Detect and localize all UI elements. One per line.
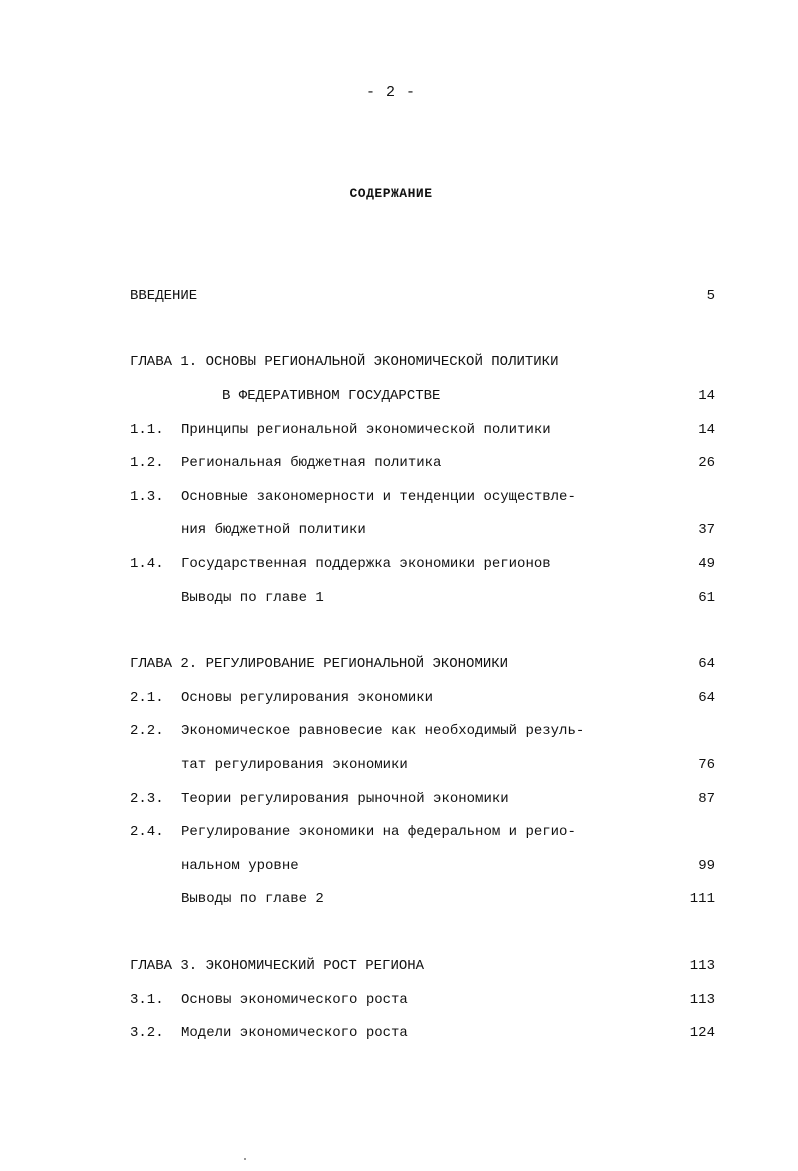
toc-section-2-3 [130,789,715,809]
toc-section-1-1 [130,420,715,440]
toc-entry-page: 37 [698,522,715,538]
toc-section-text: Регулирование экономики на федеральном и регио- [181,824,576,840]
page-number: - 2 - [365,84,416,101]
toc-section-number: 1.3. [130,489,164,505]
toc-section-text: Модели экономического роста [181,1025,408,1041]
toc-section-number: 2.1. [130,690,164,706]
toc-section-number: 1.2. [130,455,164,471]
toc-conclusions-1 [130,588,715,608]
toc-section-number: 2.2. [130,723,164,739]
toc-section-number: 3.1. [130,992,164,1008]
toc-chapter-heading-text: В ФЕДЕРАТИВНОМ ГОСУДАРСТВЕ [222,388,441,404]
toc-conclusions-text: Выводы по главе 2 [181,891,324,907]
toc-entry-page: 113 [689,958,715,974]
toc-entry-page: 64 [698,690,715,706]
toc-conclusions-text: Выводы по главе 1 [181,590,324,606]
toc-section-text: нальном уровне [181,858,299,874]
toc-section-2-1 [130,688,715,708]
toc-entry-page: 76 [698,757,715,773]
toc-conclusions-2 [130,889,715,909]
toc-section-text: Основы экономического роста [181,992,408,1008]
toc-chapter-heading-text: ГЛАВА 3. ЭКОНОМИЧЕСКИЙ РОСТ РЕГИОНА [130,958,425,974]
toc-entry-page: 14 [698,422,715,438]
toc-section-2-4 [130,822,715,842]
toc-section-1-4 [130,554,715,574]
toc-chapter-heading-text: ГЛАВА 2. РЕГУЛИРОВАНИЕ РЕГИОНАЛЬНОЙ ЭКОНОМИКИ [130,656,509,672]
toc-section-text: Основы регулирования экономики [181,690,434,706]
toc-section-1-3 [130,487,715,507]
toc-entry-page: 113 [689,992,715,1008]
page-title: СОДЕРЖАНИЕ [349,186,433,201]
toc-section-2-2-continued [130,755,715,775]
toc-section-1-3-continued [130,520,715,540]
toc-chapter-1-heading [130,352,715,372]
toc-section-text: Теории регулирования рыночной экономики [181,791,509,807]
toc-chapter-heading-text: ГЛАВА 1. ОСНОВЫ РЕГИОНАЛЬНОЙ ЭКОНОМИЧЕСКОЙ ПОЛИТИКИ [130,354,559,370]
toc-entry-page: 14 [698,388,715,404]
toc-entry-page: 87 [698,791,715,807]
toc-section-number: 1.1. [130,422,164,438]
toc-entry-page: 99 [698,858,715,874]
toc-chapter-1-heading-continued [130,386,715,406]
toc-entry-text: ВВЕДЕНИЕ [130,288,198,304]
toc-entry-page: 61 [698,590,715,606]
toc-section-text: Экономическое равновесие как необходимый резуль- [181,723,585,739]
toc-section-text: Основные закономерности и тенденции осуществле- [181,489,576,505]
toc-section-number: 2.3. [130,791,164,807]
toc-section-3-1 [130,990,715,1010]
toc-section-text: Региональная бюджетная политика [181,455,442,471]
toc-section-3-2 [130,1023,715,1043]
toc-entry-page: 111 [689,891,715,907]
toc-entry-page: 5 [706,288,715,304]
toc-entry-intro [130,286,715,306]
toc-entry-page: 49 [698,556,715,572]
toc-entry-page: 64 [698,656,715,672]
toc-chapter-2-heading [130,654,715,674]
toc-entry-page: 124 [689,1025,715,1041]
toc-section-2-2 [130,721,715,741]
toc-section-number: 3.2. [130,1025,164,1041]
toc-section-text: Принципы региональной экономической политики [181,422,551,438]
toc-chapter-3-heading [130,956,715,976]
toc-entry-page: 26 [698,455,715,471]
scan-speck [244,1158,246,1160]
toc-section-number: 2.4. [130,824,164,840]
toc-section-2-4-continued [130,856,715,876]
toc-section-1-2 [130,453,715,473]
toc-section-text: Государственная поддержка экономики регионов [181,556,551,572]
toc-section-text: ния бюджетной политики [181,522,366,538]
toc-section-text: тат регулирования экономики [181,757,408,773]
toc-section-number: 1.4. [130,556,164,572]
